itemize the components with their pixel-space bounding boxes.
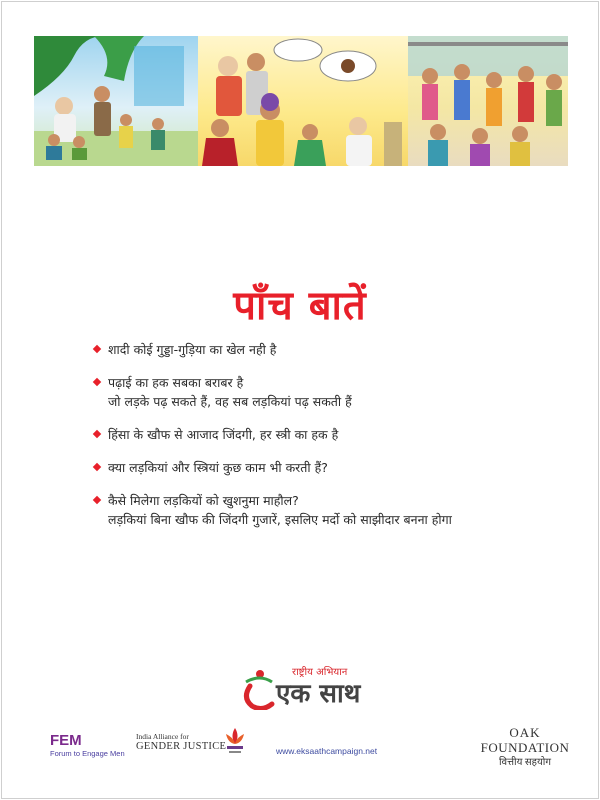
diamond-bullet-icon bbox=[93, 430, 101, 438]
page-title: पाँच बातें bbox=[233, 283, 367, 329]
point-line: हिंसा के खौफ से आजाद जिंदगी, हर स्त्री का हक है bbox=[108, 427, 339, 442]
campaign-logo bbox=[240, 662, 370, 712]
oak-support-label: वित्तीय सहयोग bbox=[498, 757, 552, 768]
diamond-bullet-icon bbox=[93, 378, 101, 386]
illustration-panel-bus bbox=[408, 36, 568, 166]
bus-scene-illustration bbox=[408, 36, 568, 166]
illustration-strip bbox=[34, 36, 568, 166]
gender-justice-logo bbox=[136, 732, 226, 752]
point-line: क्या लड़कियां और स्त्रियां कुछ काम भी करती हैं? bbox=[108, 460, 328, 475]
campaign-name: एक साथ bbox=[276, 679, 361, 709]
fem-logo bbox=[50, 732, 125, 758]
list-item bbox=[94, 340, 574, 359]
diamond-bullet-icon bbox=[93, 463, 101, 471]
oak-foundation-logo bbox=[470, 726, 580, 770]
diamond-bullet-icon bbox=[93, 496, 101, 504]
conversation-scene-illustration bbox=[198, 36, 408, 166]
lotus-icon bbox=[222, 726, 248, 756]
key-points-list bbox=[94, 340, 574, 543]
list-item bbox=[94, 373, 574, 411]
list-item bbox=[94, 458, 574, 477]
point-line: लड़कियां बिना खौफ की जिंदगी गुजारें, इसलिए मर्दो को साझीदार बनना होगा bbox=[108, 512, 452, 527]
diamond-bullet-icon bbox=[93, 345, 101, 353]
website-link[interactable]: www.eksaathcampaign.net bbox=[276, 746, 378, 756]
illustration-panel-village bbox=[34, 36, 198, 166]
list-item bbox=[94, 425, 574, 444]
point-line: पढ़ाई का हक सबका बराबर है bbox=[108, 375, 244, 390]
point-line: शादी कोई गुड्डा-गुड़िया का खेल नही है bbox=[108, 342, 277, 357]
campaign-mark-icon bbox=[240, 668, 280, 710]
village-scene-illustration bbox=[34, 36, 198, 166]
list-item bbox=[94, 491, 574, 529]
oak-line1: OAK bbox=[509, 725, 541, 740]
oak-line2: FOUNDATION bbox=[480, 740, 570, 755]
point-line: जो लड़के पढ़ सकते हैं, वह सब लड़कियां पढ़ सकती हैं bbox=[108, 394, 352, 409]
fem-subtitle: Forum to Engage Men bbox=[50, 749, 125, 758]
fem-mark: FEM bbox=[50, 732, 82, 749]
point-line: कैसे मिलेगा लड़कियों को खुशनुमा माहौल? bbox=[108, 493, 299, 508]
illustration-panel-conversation bbox=[198, 36, 408, 166]
gender-justice-line1: India Alliance for bbox=[136, 732, 189, 741]
gender-justice-line2: GENDER JUSTICE bbox=[136, 741, 227, 752]
campaign-subtitle: राष्ट्रीय अभियान bbox=[292, 667, 348, 678]
